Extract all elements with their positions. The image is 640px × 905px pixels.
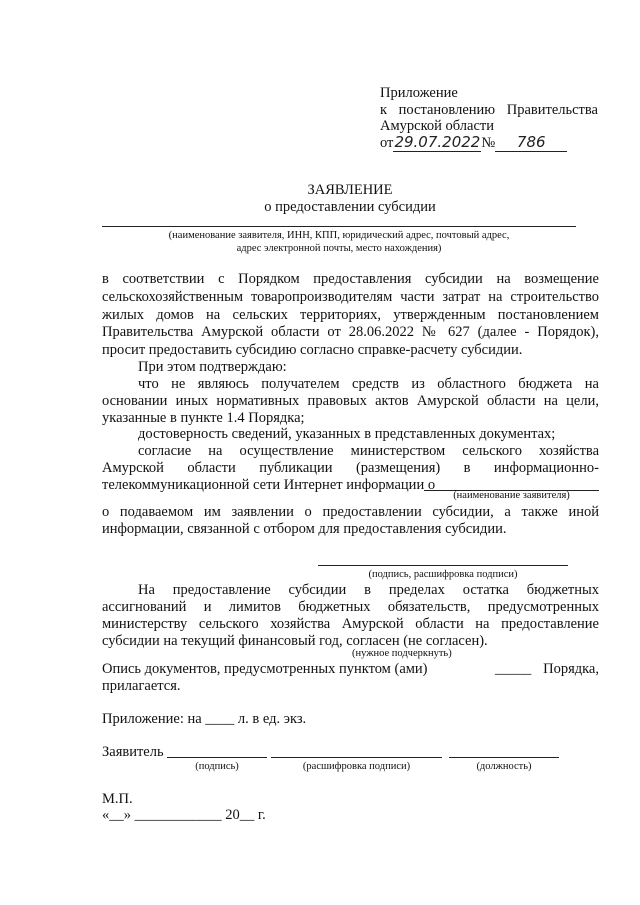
- consent-line4: субсидии на текущий финансовый год, согласен (не согласен).: [102, 633, 488, 649]
- para1-line1: в соответствии с Порядком предоставления субсидии на возмещение: [102, 271, 599, 287]
- number-prefix: №: [481, 135, 496, 151]
- signing-date: «__» ____________ 20__ г.: [102, 807, 266, 823]
- para1-line4: Правительства Амурской области от 28.06.2022 № 627 (далее - Порядок),: [102, 324, 599, 340]
- para1-line5: просит предоставить субсидию согласно справке-расчету субсидии.: [102, 342, 523, 358]
- applicant-caption-2: адрес электронной почты, место нахождения): [236, 243, 442, 254]
- date-prefix: от: [380, 135, 394, 151]
- page-subtitle: о предоставлении субсидии: [264, 199, 436, 215]
- signature-line: [318, 565, 568, 566]
- confirm1-line1: что не являюсь получателем средств из областного бюджета на: [138, 376, 599, 392]
- consent-line3: министерству сельского хозяйства Амурской области на предоставление: [102, 616, 599, 632]
- para1-line3: жилых домов на сельских территориях, утвержденным постановлением: [102, 307, 599, 323]
- applicant-decode-line: [271, 757, 442, 758]
- signature-caption: (подпись, расшифровка подписи): [368, 569, 518, 580]
- confirm3-line1: согласие на осуществление министерством сельского хозяйства: [138, 443, 599, 459]
- handwritten-number: 786: [495, 133, 567, 152]
- consent-line2: ассигнований и лимитов бюджетных обязательств, предусмотренных: [102, 599, 599, 615]
- inventory-blank: _____: [495, 661, 532, 677]
- filed-line1: о подаваемом им заявлении о предоставлении субсидии, а также иной: [102, 504, 599, 520]
- caption-position: (должность): [476, 761, 532, 772]
- filed-line2: информации, связанной с отбором для предоставления субсидии.: [102, 521, 507, 537]
- resolution-ref: к постановлению Правительства: [380, 102, 598, 118]
- applicant-label: Заявитель: [102, 744, 164, 760]
- confirm3-line2: Амурской области публикации (размещения) в информационно-: [102, 460, 599, 476]
- inventory-line2: прилагается.: [102, 678, 181, 694]
- para1-line2: сельскохозяйственным товаропроизводителям части затрат на строительство: [102, 289, 599, 305]
- page-title: ЗАЯВЛЕНИЕ: [307, 182, 393, 198]
- applicant-position-line: [449, 757, 559, 758]
- confirm1-line3: указанные в пункте 1.4 Порядка;: [102, 410, 305, 426]
- caption-decode: (расшифровка подписи): [302, 761, 411, 772]
- inventory-end: Порядка,: [543, 661, 599, 677]
- confirm-intro: При этом подтверждаю:: [138, 359, 287, 375]
- confirm2-line: достоверность сведений, указанных в представленных документах;: [138, 426, 556, 442]
- confirm3-line3: телекоммуникационной сети Интернет информации о: [102, 477, 436, 493]
- applicant-name-caption: (наименование заявителя): [453, 490, 570, 501]
- appendix-label: Приложение: [380, 85, 458, 101]
- resolution-date-row: [380, 133, 570, 153]
- consent-line1: На предоставление субсидии в пределах остатка бюджетных: [138, 582, 599, 598]
- confirm1-line2: основании иных нормативных правовых актов Амурской области на цели,: [102, 393, 599, 409]
- stamp-place: М.П.: [102, 791, 133, 807]
- applicant-sign-line: [167, 757, 267, 758]
- inventory-text: Опись документов, предусмотренных пунктом (ами): [102, 661, 428, 677]
- inventory-line1: [102, 660, 599, 678]
- applicant-caption-1: (наименование заявителя, ИНН, КПП, юридический адрес, почтовый адрес,: [168, 230, 510, 241]
- applicant-underline: [102, 226, 576, 227]
- handwritten-date: 29.07.2022: [394, 133, 481, 151]
- underline-caption: (нужное подчеркнуть): [352, 648, 452, 659]
- attachment-line: Приложение: на ____ л. в ед. экз.: [102, 711, 307, 727]
- region-name: Амурской области: [380, 118, 494, 134]
- caption-signature: (подпись): [195, 761, 239, 772]
